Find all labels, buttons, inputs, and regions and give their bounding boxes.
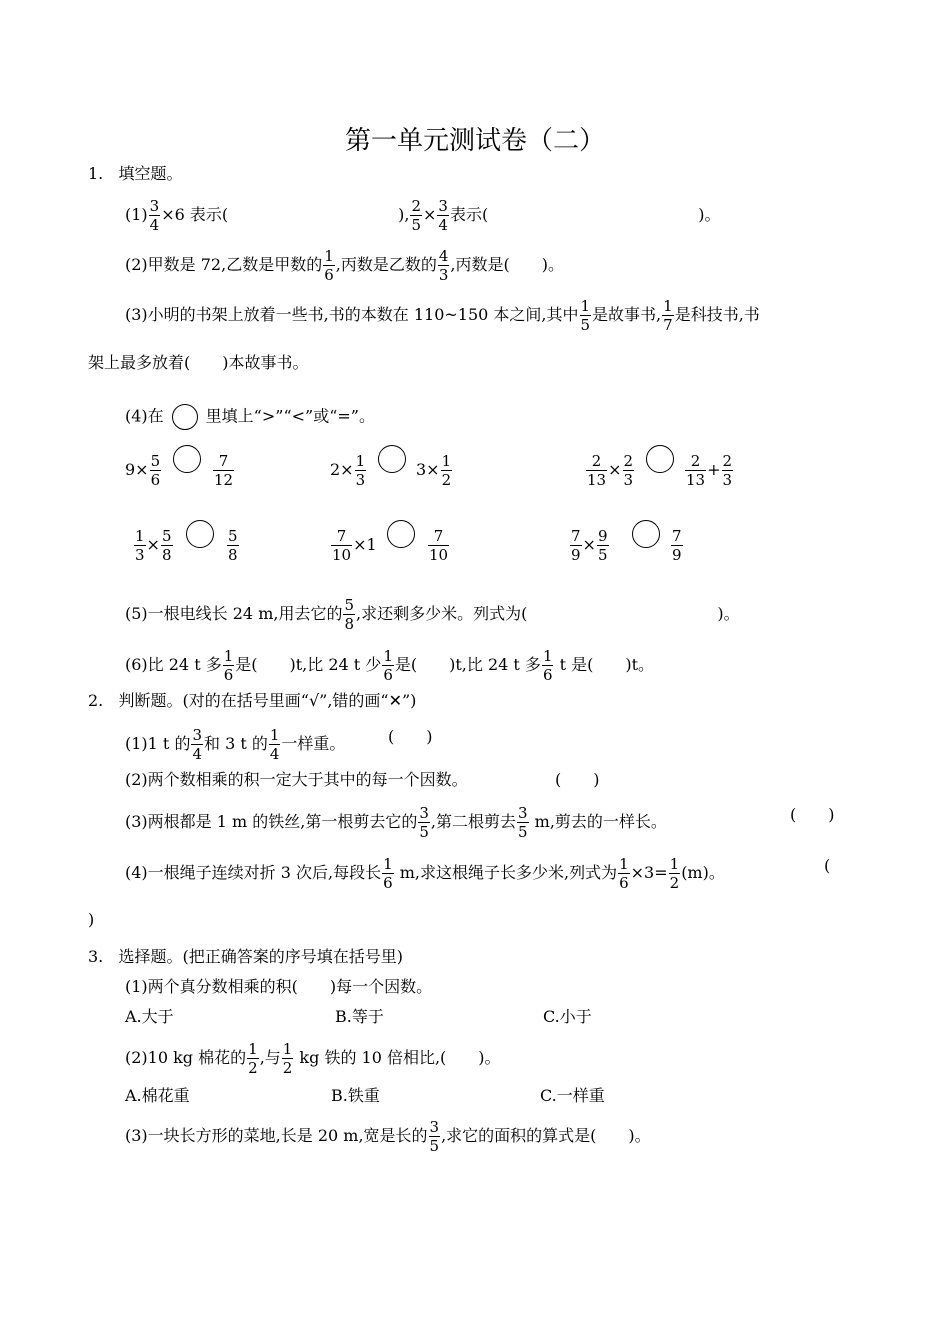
section-title: 选择题。(把正确答案的序号填在括号里)	[118, 947, 404, 966]
compare-expr: $\frac{5}{8}$	[228, 527, 238, 564]
fraction: $\frac{3}{5}$	[419, 804, 429, 841]
question-3-1: (1)两个真分数相乘的积( )每一个因数。	[125, 977, 433, 996]
compare-circle[interactable]	[186, 520, 214, 548]
question-1-5: (5)一根电线长 24 m,用去它的 $\frac{5}{8}$ ,求还剩多少米。列式为( )。	[125, 596, 740, 633]
question-3-3: (3)一块长方形的菜地,长是 20 m,宽是长的 $\frac{3}{5}$ ,求它的面积的算式是( )。	[125, 1118, 651, 1155]
option-c[interactable]: C.一样重	[540, 1086, 605, 1105]
compare-expr: $\frac{2}{13}$ + $\frac{2}{3}$	[686, 452, 733, 489]
section-number: 3.	[88, 947, 104, 966]
compare-expr: $\frac{7}{10}$	[429, 527, 449, 564]
judge-bracket[interactable]: ( )	[555, 770, 600, 789]
question-1-6: (6)比 24 t 多 $\frac{1}{6}$ 是( )t,比 24 t 少 $\frac{1}{6}$ 是( )t,比 24 t 多 $\frac{1}{6}$ t 是( )t。	[125, 647, 655, 684]
fraction: $\frac{1}{2}$	[282, 1040, 293, 1077]
section-title: 填空题。	[118, 164, 183, 183]
compare-circle[interactable]	[387, 520, 415, 548]
compare-circle[interactable]	[632, 520, 660, 548]
fraction: $\frac{1}{2}$	[248, 1040, 258, 1077]
question-2-1: (1)1 t 的 $\frac{3}{4}$ 和 3 t 的 $\frac{1}{4}$ 一样重。	[125, 726, 346, 763]
fraction: $\frac{2}{5}$	[411, 197, 422, 234]
question-3-2: (2)10 kg 棉花的 $\frac{1}{2}$ ,与 $\frac{1}{2}$ kg 铁的 10 倍相比,( )。	[125, 1040, 501, 1077]
fraction: $\frac{1}{2}$	[669, 855, 680, 892]
fraction: $\frac{1}{5}$	[580, 297, 591, 334]
compare-expr: 3× $\frac{1}{2}$	[416, 452, 452, 489]
option-a[interactable]: A.棉花重	[125, 1086, 190, 1105]
question-1-4: (4)在 里填上“>”“<”或“=”。	[125, 404, 375, 430]
fraction: $\frac{3}{5}$	[518, 804, 528, 841]
fraction: $\frac{1}{6}$	[324, 247, 334, 284]
option-b[interactable]: B.等于	[335, 1007, 384, 1026]
fraction: $\frac{3}{4}$	[438, 197, 448, 234]
compare-circle[interactable]	[646, 445, 674, 473]
option-c[interactable]: C.小于	[543, 1007, 592, 1026]
page-title: 第一单元测试卷（二）	[344, 126, 605, 156]
fraction: $\frac{1}{6}$	[619, 855, 629, 892]
question-2-3: (3)两根都是 1 m 的铁丝,第一根剪去它的 $\frac{3}{5}$ ,第二根剪去 $\frac{3}{5}$ m,剪去的一样长。	[125, 804, 667, 841]
section-number: 2.	[88, 691, 104, 710]
question-2-4: (4)一根绳子连续对折 3 次后,每段长 $\frac{1}{6}$ m,求这根绳子长多少米,列式为 $\frac{1}{6}$ ×3= $\frac{1}{2}$ (m)。	[125, 855, 725, 892]
option-b[interactable]: B.铁重	[331, 1086, 380, 1105]
compare-expr: $\frac{7}{12}$	[214, 452, 234, 489]
fraction: $\frac{3}{5}$	[429, 1118, 440, 1155]
fraction: $\frac{3}{4}$	[192, 726, 202, 763]
fraction: $\frac{1}{6}$	[542, 647, 553, 684]
question-1-1: (1) $\frac{3}{4}$ ×6 表示( ), $\frac{2}{5}$ × $\frac{3}{4}$ 表示( )。	[125, 197, 721, 234]
judge-bracket[interactable]: ( )	[388, 727, 433, 746]
fraction: $\frac{1}{6}$	[223, 647, 234, 684]
question-2-2: (2)两个数相乘的积一定大于其中的每一个因数。	[125, 770, 468, 789]
fraction: $\frac{1}{6}$	[383, 647, 393, 684]
section-2-heading	[88, 690, 416, 712]
compare-expr: $\frac{1}{3}$ × $\frac{5}{8}$	[135, 527, 172, 564]
compare-expr: 9× $\frac{5}{6}$	[125, 452, 161, 489]
fraction: $\frac{3}{4}$	[149, 197, 160, 234]
fraction: $\frac{4}{3}$	[438, 247, 449, 284]
compare-circle[interactable]	[173, 445, 201, 473]
compare-expr: $\frac{7}{10}$ ×1	[332, 527, 377, 564]
judge-bracket[interactable]: ( )	[790, 805, 835, 824]
compare-expr: $\frac{7}{9}$	[672, 527, 682, 564]
compare-expr: $\frac{2}{13}$ × $\frac{2}{3}$	[587, 452, 634, 489]
compare-expr: 2× $\frac{1}{3}$	[330, 452, 366, 489]
circle-icon	[172, 404, 198, 430]
question-1-2: (2)甲数是 72,乙数是甲数的 $\frac{1}{6}$ ,丙数是乙数的 $\frac{4}{3}$ ,丙数是( )。	[125, 247, 564, 284]
compare-expr: $\frac{7}{9}$ × $\frac{9}{5}$	[571, 527, 608, 564]
judge-bracket-close: )	[88, 910, 95, 929]
question-1-3: (3)小明的书架上放着一些书,书的本数在 110~150 本之间,其中 $\frac{1}{5}$ 是故事书, $\frac{1}{7}$ 是科技书,书	[125, 297, 760, 334]
section-number: 1.	[88, 164, 104, 183]
section-1-heading	[88, 163, 183, 185]
section-title: 判断题。(对的在括号里画“√”,错的画“✕”)	[118, 691, 417, 710]
fraction: $\frac{1}{6}$	[383, 855, 393, 892]
compare-circle[interactable]	[378, 445, 406, 473]
fraction: $\frac{5}{8}$	[344, 596, 355, 633]
option-a[interactable]: A.大于	[125, 1007, 174, 1026]
fraction: $\frac{1}{4}$	[269, 726, 280, 763]
question-1-3-cont: 架上最多放着( )本故事书。	[88, 353, 309, 372]
fraction: $\frac{1}{7}$	[663, 297, 673, 334]
judge-bracket-open[interactable]: (	[824, 856, 831, 875]
section-3-heading	[88, 946, 403, 968]
